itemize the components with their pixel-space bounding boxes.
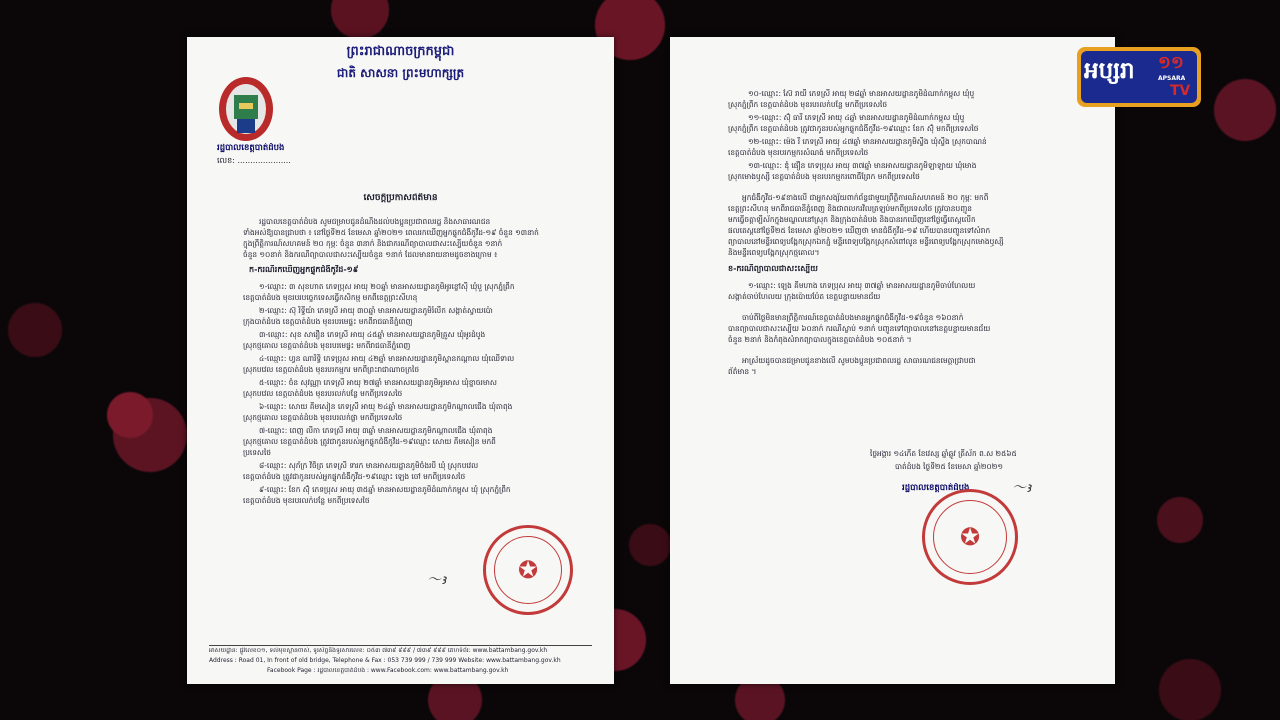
case-line: ១២-ឈ្មោះ: ម៉េង រី ភេទស្រី អាយុ ៤៧ឆ្នាំ មានអាសយដ្ឋានភូមិស្ទឹង ឃុំស្ទឹង ស្រុកបាណន់ [748, 137, 987, 146]
case-line: ស្រុកភ្នំព្រឹក ខេត្តបាត់ដំបង ត្រូវជាកូនរបស់អ្នកផ្ទុកជំងឺកូវីដ-១៩ឈ្មោះ ខែក ស៊ុំ មកពីប្រទេសថៃ [728, 124, 979, 133]
case-line: ១១-ឈ្មោះ: ស៊ុំ ធារី ភេទស្រី អាយុ ៤ឆ្នាំ មានអាសយដ្ឋានភូមិដំណាក់កម្ពុស ឃុំបួ [748, 113, 965, 122]
kingdom-heading: ព្រះរាជាណាចក្រកម្ពុជា [346, 44, 455, 59]
case-line: ស្រុកមោងឫស្សី ខេត្តបាត់ដំបង មុខរបរកម្មករពោធិ៍ព្រែក មកពីប្រទេសថៃ [728, 172, 920, 181]
office-name: រដ្ឋបាលខេត្តបាត់ដំបង [217, 143, 285, 153]
summary-line: ចំនួន ២នាក់ និងកំពុងសំរាកព្យាបាលក្នុងខេត្តបាត់ដំបង ១០៥នាក់ ។ [728, 335, 912, 344]
signature: 〜ꜣ [427, 572, 446, 588]
body-line: អ្នកជំងឺកូវីដ-១៩ខាងលើ ជាអ្នកសង្ស័យពាក់ព័ន្ធជាមួយព្រឹត្តិការណ៍សហគមន៍ ២០ កុម្ភៈ មកពី [742, 193, 989, 202]
logo-brand-text: អប្សរា [1084, 57, 1135, 84]
footer-address-km: អាសយដ្ឋាន: ផ្លូវលេខ០១, ទល់មុខស្ពានចាស់, ទូរស័ព្ទនិងទូរសារលេខ: ០៥៣ ៧៣៩ ៩៩៩ / ៧៣៩ ៩៩៩ គេហទំព័រ: www.battambang.gov.kh [209, 647, 548, 654]
logo-tv: TV [1170, 83, 1191, 99]
intro-line: រដ្ឋបាលខេត្តបាត់ដំបង សូមជម្រាបជូនដំណឹងដល់បងប្អូនប្រជាពលរដ្ឋ និងសាធារណជន [259, 217, 491, 226]
body-line: និងមន្ទីរពេទ្យបង្អែកស្រុកថ្មគោល។ [728, 248, 820, 257]
footer-facebook: Facebook Page : រដ្ឋបាលខេត្តបាត់ដំបង : www.Facebook.com: www.battambang.gov.kh [267, 667, 509, 674]
footer-divider [209, 645, 592, 646]
logo-number: ១១ [1158, 53, 1184, 73]
case-line: ៣-ឈ្មោះ: សុខ សារឿន ភេទស្រី អាយុ ៤៥ឆ្នាំ មានអាសយដ្ឋានភូមិគ្រួស ឃុំអូរដំបូង [259, 330, 486, 339]
case-line: ១០-ឈ្មោះ: ស៊ែ រាយី ភេទស្រី អាយុ ២៨ឆ្នាំ មានអាសយដ្ឋានភូមិដំណាក់កម្ពុស ឃុំបួ [748, 89, 975, 98]
case-line: ២-ឈ្មោះ: ស៊ុ រិទ្ធីយ៉ា ភេទស្រី អាយុ ៣០ឆ្នាំ មានអាសយដ្ឋានភូមិរំលឹក សង្កាត់ស្វាយប៉ោ [259, 306, 493, 315]
case-line: ៤-ឈ្មោះ: ហ្វន ណារិទ្ធិ ភេទប្រុស អាយុ ៤២ឆ្នាំ មានអាសយដ្ឋានភូមិស្ពានកណ្តាល ឃុំឈើទាល [259, 354, 515, 363]
case-line: ៥-ឈ្មោះ: ចំន សុវណ្ណា ភេទស្រី អាយុ ២៧ឆ្នាំ មានអាសយដ្ឋានភូមិអូរមាស ឃុំខ្នាចរមាស [259, 378, 497, 387]
recovered-line: សង្កាត់ចាប់ហែលយ ក្រុងប៉ោយប៉ែត ខេត្តបន្ទាយមានជ័យ [728, 292, 881, 301]
intro-line: ក្នុងព្រឹត្តិការណ៍សហគមន៍ ២០ កុម្ភៈ ចំនួន ៣នាក់ និងជាករណីព្យាបាលជាសះស្បើយចំនួន ១នាក់ [243, 239, 503, 248]
summary-line: បានព្យាបាលជាសះស្បើយ ៦០នាក់ ករណីស្លាប់ ១នាក់ បញ្ជូនទៅព្យាបាលនៅខេត្តបន្ទាយមានជ័យ [728, 324, 991, 333]
logo-subtext: APSARA [1158, 75, 1186, 82]
signoff-office: រដ្ឋបាលខេត្តបាត់ដំបង [902, 483, 970, 493]
intro-line: ចំនួន ១០នាក់ និងករណីព្យាបាលជាសះស្បើយចំនួន ១នាក់ ដែលមានរាយនាមដូចខាងក្រោម ៖ [243, 250, 498, 259]
case-line: ខេត្តបាត់ដំបង មុខរបរលក់បន្លែ មកពីប្រទេសថៃ [243, 496, 370, 505]
case-line: ស្រុកបវេល ខេត្តបាត់ដំបង មុខរបរកម្មករ មកពីព្រះរាជាណាចក្រថៃ [243, 365, 420, 374]
case-line: ស្រុកបវេល ខេត្តបាត់ដំបង មុខរបរលក់បន្លែ មកពីប្រទេសថៃ [243, 389, 403, 398]
body-line: មកធ្វើចត្តាឡីស័កក្នុងមណ្ឌលនៅស្រុក និងក្រុងបាត់ដំបង និងបានរកឃើញនៅថ្ងៃធ្វើតេស្តលើក [728, 215, 976, 224]
case-line: ប្រទេសថៃ [243, 448, 272, 457]
case-line: ១៣-ឈ្មោះ: ឌុំ ផឿន ភេទប្រុស អាយុ ៣៧ឆ្នាំ មានអាសយដ្ឋានភូមិឡាឡាយ ឃុំមោង [748, 161, 977, 170]
case-line: ១-ឈ្មោះ: ៣ សុខហាត ភេទប្រុស អាយុ ២០ឆ្នាំ មានអាសយដ្ឋានភូមិអូរខ្ចៅស៊ី ឃុំបួ ស្រុកភ្នំព្រឹក [259, 282, 515, 291]
case-line: ខេត្តបាត់ដំបង មុខរបរកម្មករសំណង់ មកពីប្រទេសថៃ [728, 148, 869, 157]
date-solar: បាត់ដំបង ថ្ងៃទី២៥ ខែមេសា ឆ្នាំ២០២១ [895, 462, 1003, 471]
case-line: ស្រុកថ្មគោល ខេត្តបាត់ដំបង មុខរបរលក់ផ្លា មកពីប្រទេសថៃ [243, 413, 403, 422]
body-line: ព្យាបាលនៅមន្ទីរពេទ្យបង្អែកស្រុកឯកភ្នំ មន្ទីរពេទ្យបង្អែកស្រុកសំពៅលូន មន្ទីរពេទ្យបង្អែកស្រុកមោងឫស្សី [728, 237, 1004, 246]
body-line: ខេត្តព្រះសីហនុ មកពីរាជធានីភ្នំពេញ និងជាពលករវិលត្រឡប់មកពីប្រទេសថៃ ត្រូវបានបញ្ជូន [728, 204, 972, 213]
reference-number: លេខ: ..................... [217, 156, 291, 165]
case-line: ស្រុកថ្មគោល ខេត្តបាត់ដំបង ត្រូវជាកូនរបស់អ្នកផ្ទុកជំងឺកូវីដ-១៩ឈ្មោះ សោយ គីមសៀន មកពី [243, 437, 496, 446]
case-line: ក្រុងបាត់ដំបង ខេត្តបាត់ដំបង មុខរបរមេផ្ទះ មកពីរាជធានីភ្នំពេញ [243, 317, 413, 326]
case-line: ៦-ឈ្មោះ: សោយ គីមសៀន ភេទស្រី អាយុ ២៤ឆ្នាំ មានអាសយដ្ឋានភូមិកណ្តាលជើង ឃុំតាពុង [259, 402, 513, 411]
motto-heading: ជាតិ សាសនា ព្រះមហាក្សត្រ [336, 66, 465, 80]
official-seal-stamp: ✪ [483, 525, 573, 615]
intro-line: ទាំងអស់ឱ្យបានជ្រាបថា ៖ នៅថ្ងៃទី២៥ ខែមេសា ឆ្នាំ២០២១ ពេលរកឃើញអ្នកផ្ទុកជំងឺកូវីដ-១៩ ចំនួន ១៣នាក់ [243, 228, 539, 237]
case-line: ស្រុកថ្មគោល ខេត្តបាត់ដំបង មុខរបរមេផ្ទះ មកពីរាជធានីភ្នំពេញ [243, 341, 411, 350]
body-line: ផលតេស្តនៅថ្ងៃទី២៥ ខែមេសា ឆ្នាំ២០២១ ឃើញថា មានជំងឺកូវីដ-១៩ ហើយបានបញ្ជូនទៅសំរាក [728, 226, 991, 235]
official-seal-stamp: ✪ [922, 489, 1018, 585]
signature: 〜ꜣ [1012, 480, 1031, 496]
document-page-1 [187, 37, 614, 684]
case-line: ស្រុកភ្នំព្រឹក ខេត្តបាត់ដំបង មុខរបរលក់បន្លែ មកពីប្រទេសថៃ [728, 100, 888, 109]
section-b-heading: ខ-ករណីព្យាបាលជាសះស្បើយ [728, 264, 818, 273]
recovered-line: ១-ឈ្មោះ: ឡេង គីមហាង ភេទប្រុស អាយុ ៣៧ឆ្នាំ មានអាសយដ្ឋានភូមិចាប់ហែលយ [748, 281, 976, 290]
provincial-emblem-icon [217, 73, 275, 143]
case-line: ខេត្តបាត់ដំបង មុខរបរបច្ចេកទេសធ្វើកសិកម្ម មកពីខេត្តព្រះសីហនុ [243, 293, 418, 302]
closing-line: ព័ត៌មាន ។ [728, 367, 757, 376]
summary-line: ចាប់ពីថ្ងៃមិនមានព្រឹត្តិការណ៍ខេត្តបាត់ដំបងមានអ្នកផ្ទុកជំងឺកូវីដ-១៩ចំនួន ១៦០នាក់ [742, 313, 964, 322]
case-line: ខេត្តបាត់ដំបង ត្រូវជាកូនរបស់អ្នកផ្ទុកជំងឺកូវីដ-១៩ឈ្មោះ ឡេង ចៅ មកពីប្រទេសថៃ [243, 472, 466, 481]
case-line: ៩-ឈ្មោះ: ខែក ស៊ុំ ភេទប្រុស អាយុ ៣៥ឆ្នាំ មានអាសយដ្ឋានភូមិដំណាក់កម្ពុស ឃុំ ស្រុកភ្នំព្រឹក [259, 485, 511, 494]
closing-line: អាស្រ័យដូចបានជម្រាបជូនខាងលើ សូមបងប្អូនប្រជាពលរដ្ឋ សាធារណជនមេត្តាជ្រាបជា [742, 356, 976, 365]
date-lunar: ថ្ងៃអង្គារ ១៤កើត ខែវេស្ស ឆ្នាំឆ្លូវ ត្រីស័ក ព.ស ២៥៦៥ [870, 449, 1017, 458]
section-a-heading: ក-ករណីរកឃើញអ្នកផ្ទុកជំងឺកូវីដ-១៩ [249, 265, 359, 274]
document-page-2 [670, 37, 1115, 684]
footer-address-en: Address : Road 01, In front of old bridge, Telephone & Fax : 053 739 999 / 739 999 Website: www.battambang.gov.kh [209, 657, 561, 664]
notice-title: សេចក្តីប្រកាសព័ត៌មាន [363, 193, 438, 203]
case-line: ៨-ឈ្មោះ: សុភ័ក្រ វិចិត្រ ភេទស្រី ទារក មានអាសយដ្ឋានភូមិចំងរបី ឃុំ ស្រុកបវេល [259, 461, 479, 470]
case-line: ៧-ឈ្មោះ: ពេញ លីកា ភេទស្រី អាយុ ៣ឆ្នាំ មានអាសយដ្ឋានភូមិកណ្តាលជើង ឃុំតាពុង [259, 426, 493, 435]
